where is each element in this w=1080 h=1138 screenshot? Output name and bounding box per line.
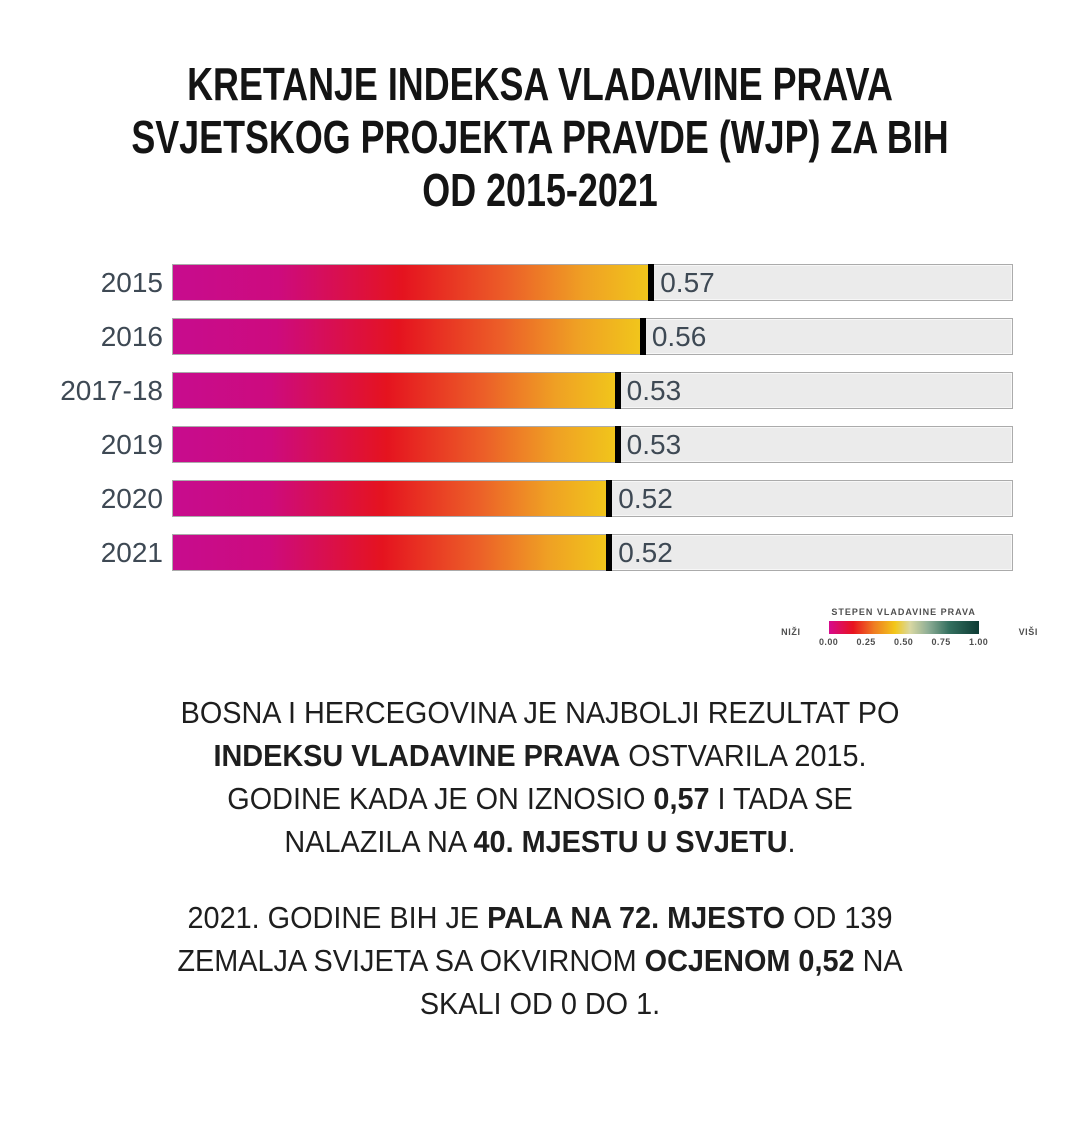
bar-value-label: 0.57 bbox=[660, 266, 715, 298]
bar-value-label: 0.56 bbox=[651, 320, 707, 352]
bar-value-label: 0.53 bbox=[626, 428, 682, 460]
bar-row bbox=[0, 426, 1013, 463]
bar-value-marker bbox=[615, 372, 621, 409]
text-line bbox=[38, 691, 1042, 734]
emphasized-text: INDEKSU VLADAVINE PRAVA bbox=[213, 738, 621, 773]
bar-track bbox=[172, 480, 1013, 517]
page-title bbox=[119, 58, 961, 217]
bar-value-label: 0.52 bbox=[618, 536, 673, 568]
bar-gradient-fill bbox=[173, 373, 618, 408]
bar-row bbox=[0, 372, 1013, 409]
infographic-page bbox=[0, 58, 1080, 1138]
bar-value-marker bbox=[648, 264, 654, 301]
plain-text: I TADA SE bbox=[709, 781, 853, 816]
emphasized-text: 40. MJESTU U SVJETU bbox=[473, 824, 788, 859]
bar-gradient-fill bbox=[173, 535, 609, 570]
plain-text: OSTVARILA 2015. bbox=[620, 738, 867, 773]
bar-track bbox=[172, 426, 1013, 463]
legend-low-label: NIŽI bbox=[781, 627, 801, 637]
plain-text: ZEMALJA SVIJETA SA OKVIRNOM bbox=[177, 943, 645, 978]
bar-year-label: 2015 bbox=[100, 266, 163, 298]
plain-text: SKALI OD 0 DO 1. bbox=[419, 986, 661, 1021]
plain-text: BOSNA I HERCEGOVINA JE NAJBOLJI REZULTAT PO bbox=[180, 695, 900, 730]
bar-row bbox=[0, 480, 1013, 517]
title-line-2: SVJETSKOG PROJEKTA PRAVDE (WJP) ZA BIH bbox=[131, 111, 949, 163]
bar-value-label: 0.53 bbox=[626, 374, 682, 406]
rule-of-law-bar-chart bbox=[0, 264, 1013, 571]
bar-year-label: 2019 bbox=[100, 428, 163, 460]
legend-tick: 0.75 bbox=[931, 637, 951, 647]
paragraph-best-result bbox=[38, 691, 1042, 863]
bar-gradient-fill bbox=[173, 481, 609, 516]
text-line bbox=[38, 939, 1042, 982]
plain-text: NA bbox=[854, 943, 903, 978]
title-line-3: OD 2015-2021 bbox=[422, 164, 658, 216]
plain-text: NALAZILA NA bbox=[284, 824, 474, 859]
bar-track bbox=[172, 264, 1013, 301]
bar-gradient-fill bbox=[173, 427, 618, 462]
legend-title: STEPEN VLADAVINE PRAVA bbox=[831, 607, 976, 617]
plain-text: GODINE KADA JE ON IZNOSIO bbox=[227, 781, 654, 816]
plain-text: . bbox=[787, 824, 796, 859]
bar-value-marker bbox=[640, 318, 646, 355]
bar-value-label: 0.52 bbox=[618, 482, 673, 514]
bar-value-marker bbox=[606, 534, 612, 571]
title-line-1: KRETANJE INDEKSA VLADAVINE PRAVA bbox=[187, 58, 893, 110]
bar-year-label: 2020 bbox=[100, 482, 163, 514]
bar-row bbox=[0, 264, 1013, 301]
legend-tick: 0.25 bbox=[856, 637, 876, 647]
text-line bbox=[38, 734, 1042, 777]
bar-value-marker bbox=[615, 426, 621, 463]
legend-tick-labels bbox=[819, 637, 989, 651]
body-text bbox=[0, 691, 1080, 1025]
bar-value-marker bbox=[606, 480, 612, 517]
text-line bbox=[38, 896, 1042, 939]
color-scale-legend bbox=[0, 607, 1080, 651]
plain-text: 2021. GODINE BIH JE bbox=[187, 900, 488, 935]
bar-track bbox=[172, 318, 1013, 355]
text-line bbox=[38, 777, 1042, 820]
bar-year-label: 2017-18 bbox=[60, 374, 163, 406]
bar-gradient-fill bbox=[173, 265, 651, 300]
legend-tick: 1.00 bbox=[969, 637, 989, 647]
legend-tick: 0.50 bbox=[894, 637, 914, 647]
plain-text: OD 139 bbox=[785, 900, 893, 935]
bar-row bbox=[0, 318, 1013, 355]
emphasized-text: PALA NA 72. MJESTO bbox=[487, 900, 786, 935]
legend-gradient-bar bbox=[829, 621, 979, 634]
bar-track bbox=[172, 534, 1013, 571]
bar-track bbox=[172, 372, 1013, 409]
emphasized-text: OCJENOM 0,52 bbox=[644, 943, 855, 978]
legend-high-label: VIŠI bbox=[1018, 627, 1038, 637]
emphasized-text: 0,57 bbox=[653, 781, 710, 816]
text-line bbox=[38, 982, 1042, 1025]
text-line bbox=[38, 820, 1042, 863]
bar-year-label: 2016 bbox=[100, 320, 163, 352]
bar-gradient-fill bbox=[173, 319, 643, 354]
bar-row bbox=[0, 534, 1013, 571]
legend-tick: 0.00 bbox=[819, 637, 839, 647]
bar-year-label: 2021 bbox=[100, 536, 163, 568]
paragraph-2021-ranking bbox=[38, 896, 1042, 1025]
legend-scale bbox=[819, 607, 989, 651]
